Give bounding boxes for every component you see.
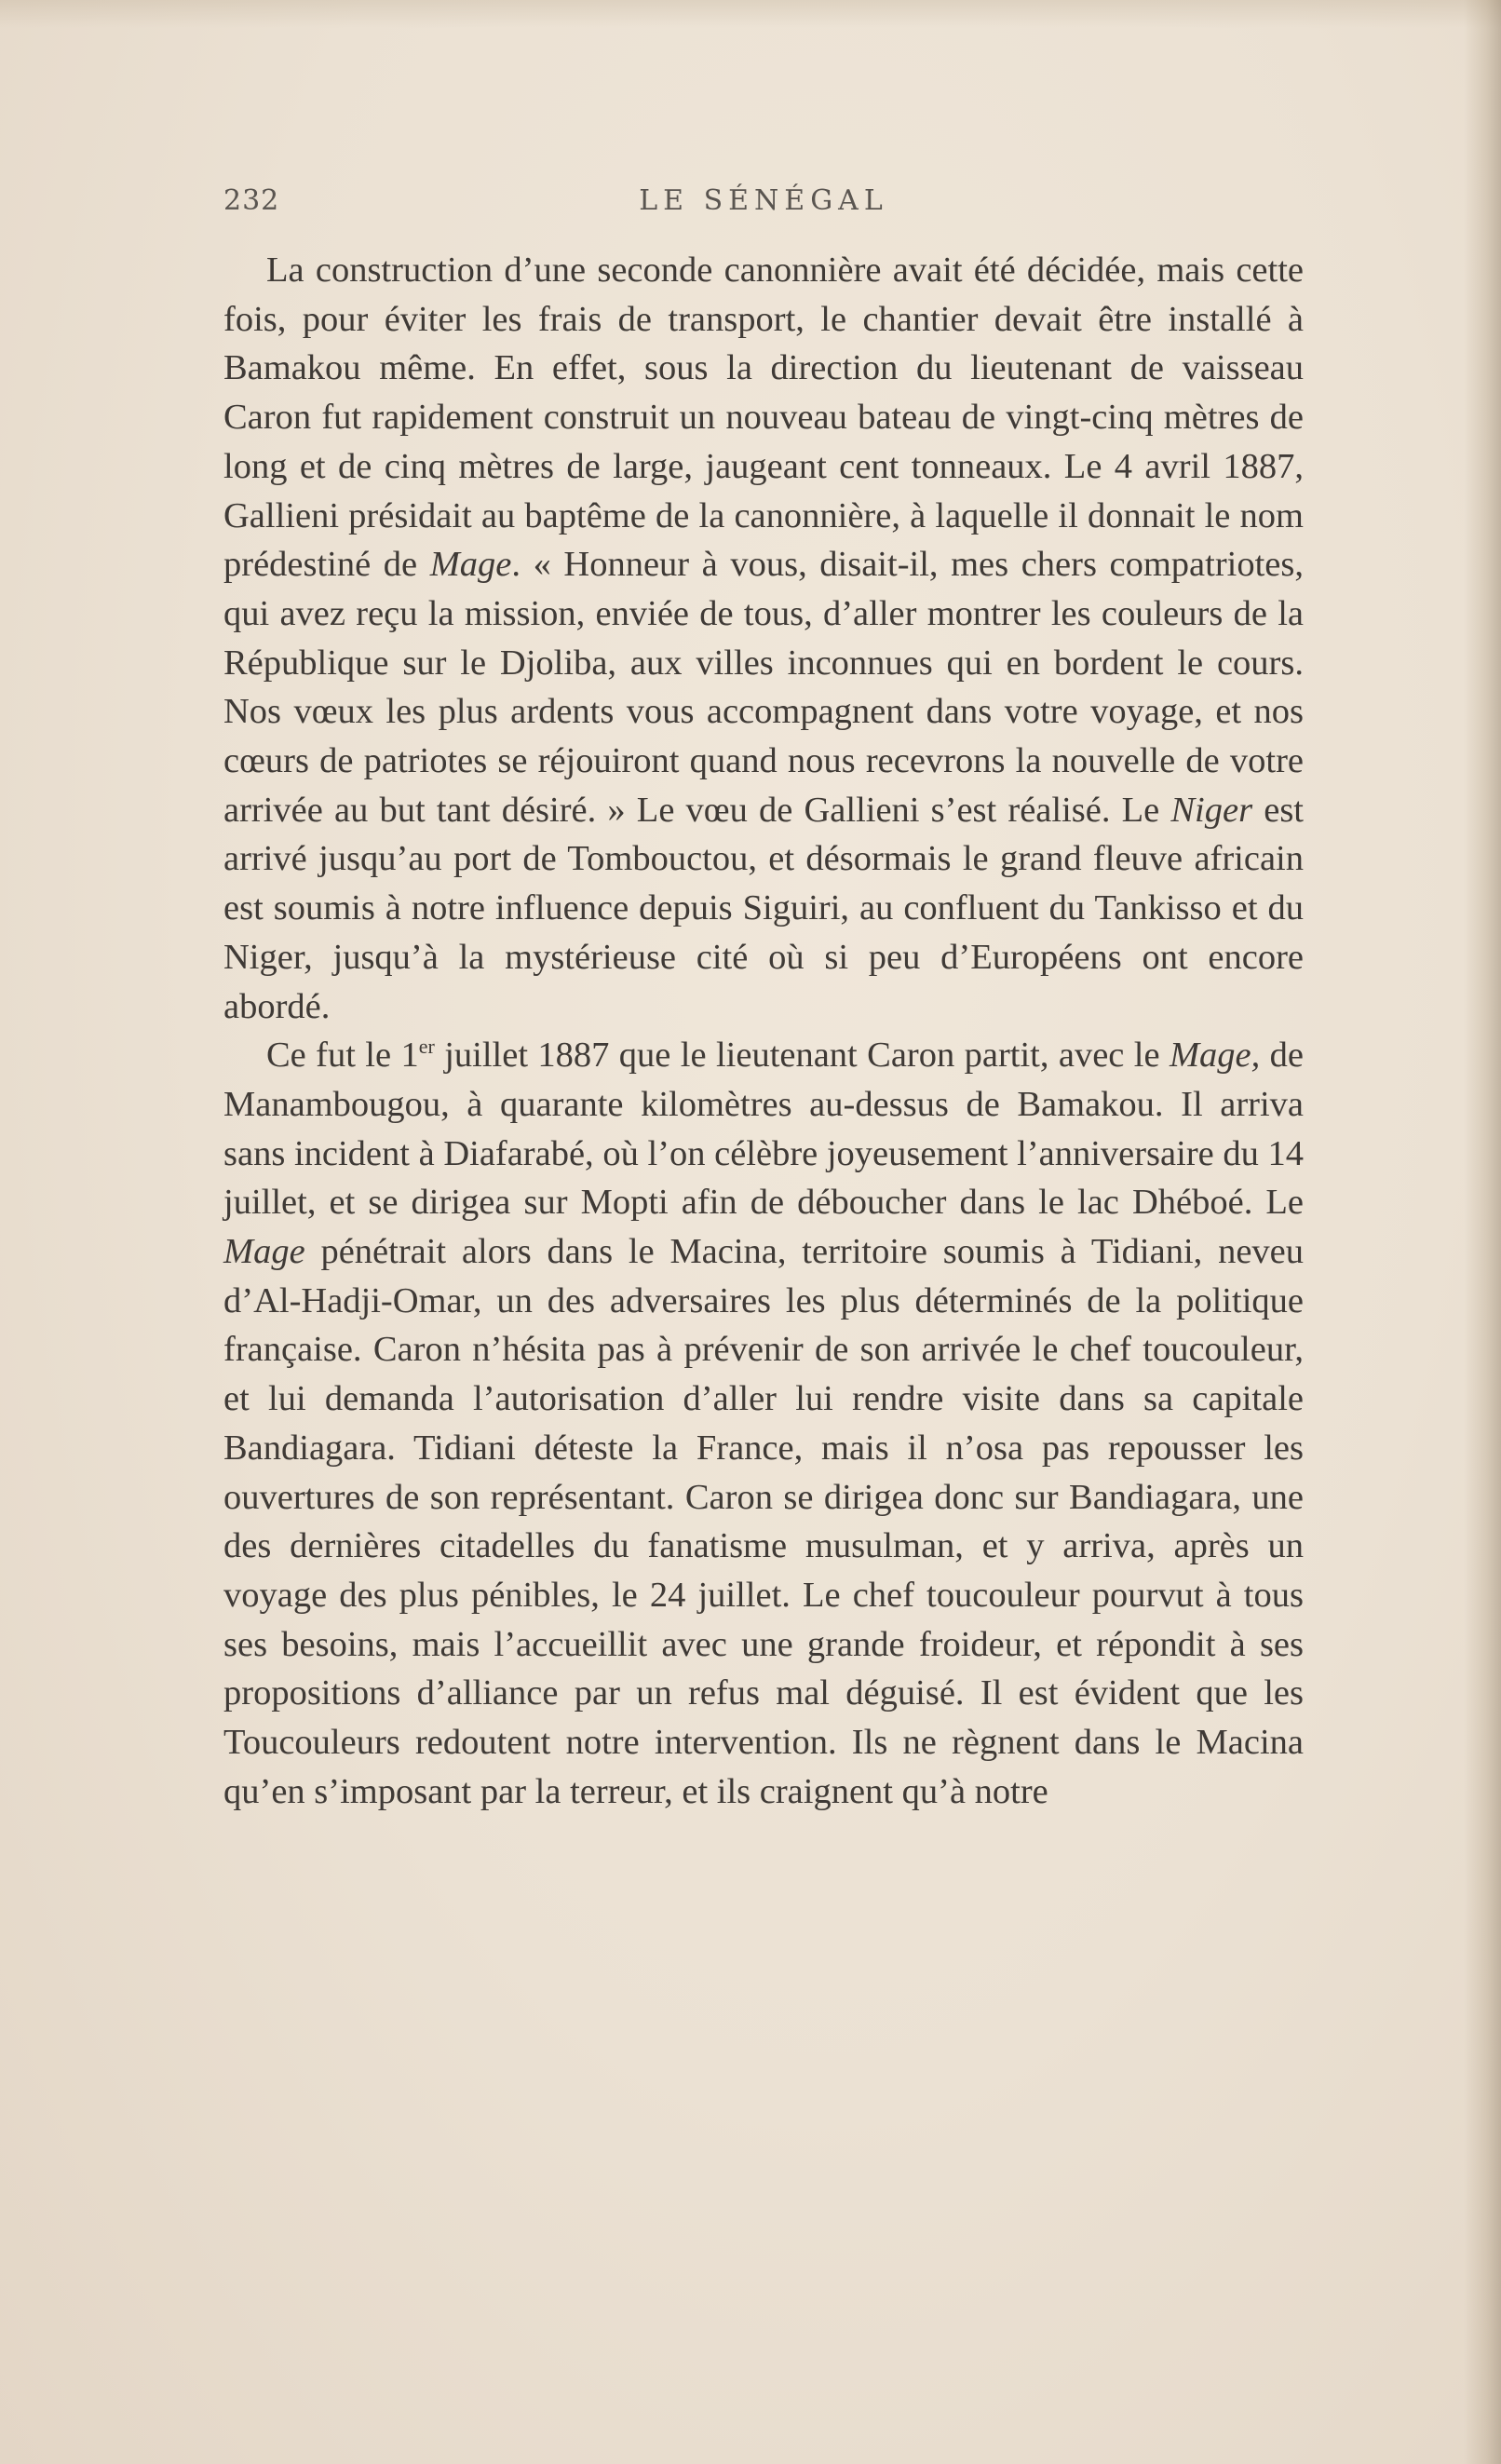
italic-text: Niger — [1170, 790, 1253, 830]
text-run: de Manambougou, à quarante kilomètres au-dessus de Bamakou. Il arriva sans incident à Diafarabé, où l’on célèbre joyeusement l’anniversaire du 14 juillet, et se dirigea sur Mopti afin de déboucher dans le lac Dhéboé. Le — [223, 1036, 1304, 1223]
page-right-shadow — [1464, 0, 1501, 2464]
paragraph-2 — [223, 1031, 1304, 1816]
text-run: . « Honneur à vous, disait-il, mes chers compatriotes, qui avez reçu la mission, enviée de tous, d’aller montrer les couleurs de la République sur le Djoliba, aux villes inconnues qui en bordent le cours. Nos vœux les plus ardents vous accompagnent dans votre voyage, et nos cœurs de patriotes se réjouiront quand nous recevrons la nouvelle de votre arrivée au but tant désiré. » Le vœu de Gallieni s’est réalisé. Le — [223, 545, 1304, 830]
text-run: La construction d’une seconde canonnière avait été décidée, mais cette fois, pour éviter les frais de transport, le chantier devait être installé à Bamakou même. En effet, sous la direction du lieutenant de vaisseau Caron fut rapidement construit un nouveau bateau de vingt-cinq mètres de long et de cinq mètres de large, jaugeant cent tonneaux. Le 4 avril 1887, Gallieni présidait au baptême de la canonnière, à laquelle il donnait le nom prédestiné de — [223, 250, 1304, 585]
page-number: 232 — [223, 184, 280, 217]
text-run: pénétrait alors dans le Macina, territoire soumis à Tidiani, neveu d’Al-Hadji-Omar, un des adversaires les plus déterminés de la politique française. Caron n’hésita pas à prévenir de son arrivée le chef toucouleur, et lui demanda l’autorisation d’aller lui rendre visite dans sa capitale Bandiagara. Tidiani déteste la France, mais il n’osa pas repousser les ouvertures de son représentant. Caron se dirigea donc sur Bandiagara, une des dernières citadelles du fanatisme musulman, et y arriva, après un voyage des plus pénibles, le 24 juillet. Le chef toucouleur pourvut à tous ses besoins, mais l’accueillit avec une grande froideur, et répondit à ses propositions d’alliance par un refus mal déguisé. Il est évident que les Toucouleurs redoutent notre intervention. Ils ne règnent dans le Macina qu’en s’imposant par la terreur, et ils craignent qu’à notre — [223, 1232, 1304, 1811]
body-text — [223, 246, 1304, 1817]
running-title: LE SÉNÉGAL — [639, 184, 888, 217]
text-run: est arrivé jusqu’au port de Tombouctou, et désormais le grand fleuve africain est soumis à notre influence depuis Siguiri, au confluent du Tankisso et du Niger, jusqu’à la mystérieuse cité où si peu d’Européens ont encore abordé. — [223, 790, 1304, 1026]
text-run: juillet 1887 que le lieutenant Caron partit, avec le — [434, 1036, 1170, 1076]
page-top-shadow — [0, 0, 1501, 28]
paragraph-1 — [223, 246, 1304, 1031]
italic-text: Mage — [223, 1232, 305, 1272]
italic-text: Mage — [429, 545, 512, 585]
superscript-text: er — [418, 1035, 435, 1059]
italic-text: Mage, — [1169, 1036, 1261, 1076]
text-run: Ce fut le 1 — [266, 1036, 419, 1076]
page-header — [223, 177, 1304, 233]
